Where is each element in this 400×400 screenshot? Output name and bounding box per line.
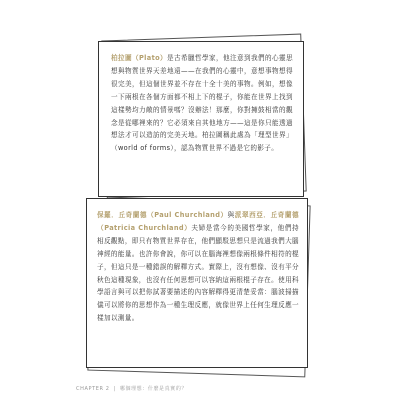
plato-paragraph [111,52,293,155]
footer-separator: | [113,386,116,392]
churchland-card [86,198,308,368]
plato-text: 是古希臘哲學家，他注意到我們的心靈思想與物質世界天差地遠——在我們的心靈中，意想事物想得很完美，但這個世界並不存在十全十美的事物。例如，想像一下兩根在各個方面都不相上下的棍子，你能在世界上找到這樣勢均力敵的情景嗎？沒辦法！那麼，你對擁鼓相當的觀念是從哪裡來的？它必須來自其他地方——這是你只能透過想法才可以造訪的完美天地。柏拉圖稱此處為「理型世界」（world of forms），認為物質世界不過是它的影子。 [111,54,293,153]
churchland-paragraph [97,209,299,325]
chapter-label: CHAPTER 2 [76,386,110,392]
plato-name: 柏拉圖（Plato） [111,54,168,62]
connector-text: 與 [227,211,235,219]
plato-card [98,41,304,197]
churchland-text: 夫婦是當今的美國哲學家，他們持相反觀點，即只有物質世界存在，他們顯駁思想只是流過我們大腦神經的能量。也許你會說，你可以在腦海裡想像兩根條件相符的棍子，但這只是一種錯誤的解釋方式。實際上，沒有想像、沒有平分秋色這種現象，也沒有任何思想可以容納這兩根棍子存在。使用科學語言與可以把你試著要描述的內容解釋得更清楚妥當：腦波掃描儀可以將你的思想作為一種生理反應，就像世界上任何生理反應一樣加以測量。 [97,223,299,323]
chapter-title: 哪個理想：什麼是真實的？ [119,386,188,392]
page-footer [76,385,187,392]
paul-name: 保羅．丘奇蘭德（Paul Churchland） [97,211,228,219]
patricia-name: 派翠西亞．丘奇蘭德（Patricia Churchland） [97,211,299,232]
